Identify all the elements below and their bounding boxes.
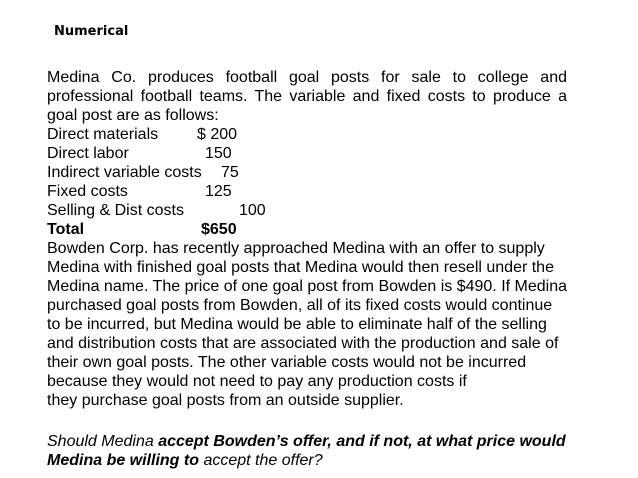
cost-amount: 75 [221,164,239,181]
cost-row-fixed [47,182,567,201]
cost-label: Fixed costs [47,183,128,200]
question-part-bold: accept Bowden’s offer, and if not, at what price would Medina be willing to [47,433,566,469]
cost-label: Selling & Dist costs [47,202,184,219]
slide-heading: Numerical [54,24,129,39]
cost-row-selling-dist [47,201,567,220]
paragraph-line: and distribution costs that are associated with the production and sale of [47,335,559,352]
question-part: Should Medina [47,433,159,450]
cost-row-direct-materials [47,125,567,144]
cost-row-total [47,220,567,239]
cost-label: Direct materials [47,126,159,143]
cost-amount: 100 [239,202,266,219]
intro-paragraph: Medina Co. produces football goal posts for sale to college and professional football teams. The variable and fixed costs to produce a goal post are as follows: [47,69,567,124]
offer-paragraph [47,239,567,410]
cost-table [47,125,567,239]
paragraph-line: Medina name. The price of one goal post from Bowden is $490. If Medina [47,278,568,295]
question-paragraph [47,432,567,470]
cost-amount: $650 [201,221,237,238]
cost-amount: 125 [205,183,232,200]
paragraph-line: purchased goal posts from Bowden, all of its fixed costs would continue [47,297,553,314]
paragraph-line: they purchase goal posts from an outside supplier. [47,392,404,409]
cost-row-indirect-variable [47,163,567,182]
paragraph-line: because they would not need to pay any production costs if [47,373,467,390]
paragraph-line: to be incurred, but Medina would be able to eliminate half of the selling [47,316,547,333]
cost-label: Total [47,221,85,238]
cost-label: Direct labor [47,145,129,162]
cost-label: Indirect variable costs [47,164,202,181]
paragraph-line: their own goal posts. The other variable costs would not be incurred [47,354,527,371]
paragraph-line: Medina with finished goal posts that Medina would then resell under the [47,259,554,276]
question-part: accept the offer? [199,452,323,469]
paragraph-line: Bowden Corp. has recently approached Medina with an offer to supply [47,240,545,257]
cost-amount: $ 200 [197,126,238,143]
cost-amount: 150 [205,145,232,162]
cost-row-direct-labor [47,144,567,163]
